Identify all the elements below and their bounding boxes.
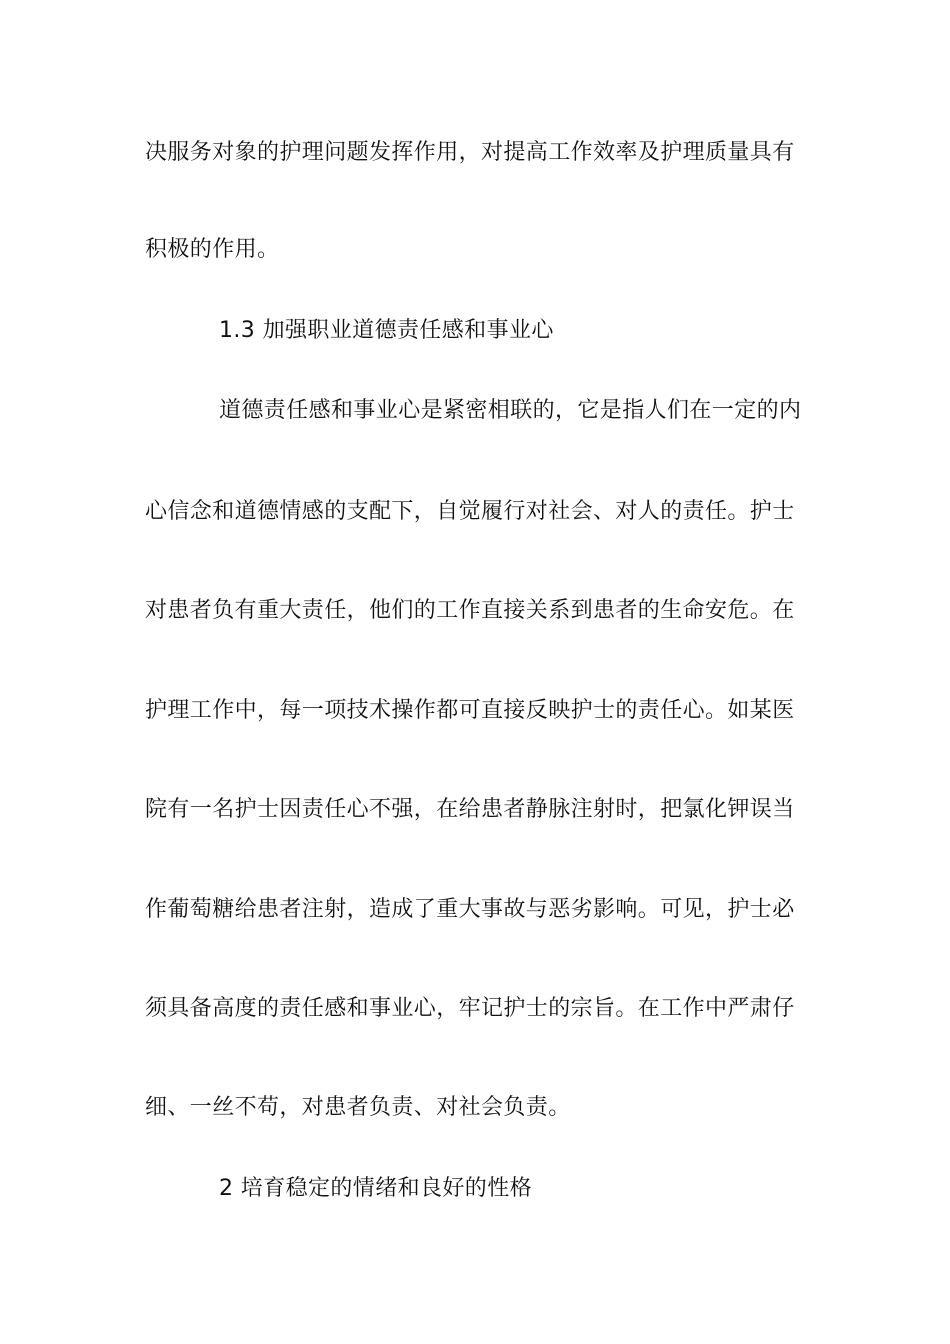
section-heading: 2 培育稳定的情绪和良好的性格 — [219, 1176, 532, 1201]
section-heading: 1.3 加强职业道德责任感和事业心 — [219, 318, 554, 343]
paragraph-line: 护理工作中，每一项技术操作都可直接反映护士的责任心。如某医 — [145, 698, 795, 723]
paragraph-line: 决服务对象的护理问题发挥作用，对提高工作效率及护理质量具有 — [145, 140, 795, 165]
paragraph-line: 心信念和道德情感的支配下，自觉履行对社会、对人的责任。护士 — [145, 499, 795, 524]
paragraph-line: 对患者负有重大责任，他们的工作直接关系到患者的生命安危。在 — [145, 598, 795, 623]
paragraph-line: 道德责任感和事业心是紧密相联的，它是指人们在一定的内 — [219, 398, 802, 423]
paragraph-line: 院有一名护士因责任心不强，在给患者静脉注射时，把氯化钾误当 — [145, 797, 795, 822]
paragraph-line: 须具备高度的责任感和事业心，牢记护士的宗旨。在工作中严肃仔 — [145, 996, 795, 1021]
paragraph-line: 作葡萄糖给患者注射，造成了重大事故与恶劣影响。可见，护士必 — [145, 897, 795, 922]
paragraph-line: 细、一丝不苟，对患者负责、对社会负责。 — [145, 1095, 571, 1120]
paragraph-line: 积极的作用。 — [145, 237, 280, 262]
